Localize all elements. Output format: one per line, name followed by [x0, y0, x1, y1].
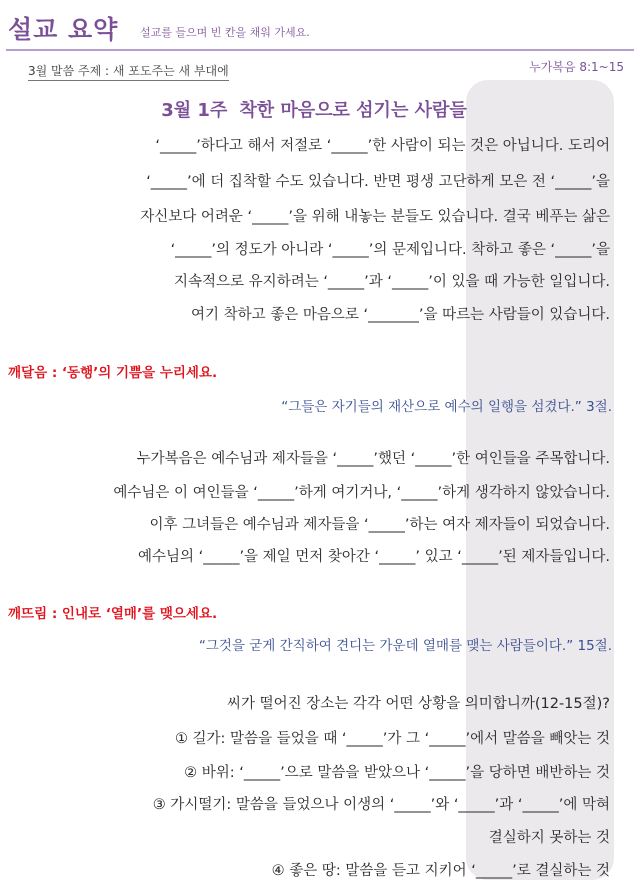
intro-line: ‘_____’하다고 해서 저절로 ‘_____’한 사람이 되는 것은 아닙니다. 도리어 — [155, 138, 610, 154]
side-panel-background — [466, 80, 614, 880]
monthly-theme: 3월 말씀 주제 : 새 포도주는 새 부대에 — [28, 62, 229, 81]
verse-quote: “그들은 자기들의 재산으로 예수의 일행을 섬겼다.” 3절. — [281, 399, 612, 415]
answer-item: ④ 좋은 땅: 말씀을 듣고 지키어 ‘_____’로 결실하는 것 — [271, 863, 610, 879]
sermon-title-text: 착한 마음으로 섬기는 사람들 — [239, 100, 467, 121]
section-heading-realization: 깨달음 : ‘동행’의 기쁨을 누리세요. — [8, 365, 218, 381]
instruction-text: 설교를 들으며 빈 칸을 채워 가세요. — [140, 26, 310, 39]
scripture-reference: 누가복음 8:1~15 — [529, 60, 624, 74]
section-heading-breaking: 깨뜨림 : 인내로 ‘열매’를 맺으세요. — [8, 606, 218, 622]
intro-line: ‘_____’에 더 집착할 수도 있습니다. 반면 평생 고단하게 모은 전 ‘_____’을 — [146, 174, 610, 190]
sermon-title — [0, 96, 640, 122]
page-title: 설교 요약 — [8, 15, 119, 44]
answer-item: ② 바위: ‘_____’으로 말씀을 받았으나 ‘_____’을 당하면 배반하는 것 — [184, 765, 610, 781]
intro-line: 지속적으로 유지하려는 ‘_____’과 ‘_____’이 있을 때 가능한 일입니다. — [174, 274, 610, 290]
header-divider — [6, 49, 634, 51]
question-text: 씨가 떨어진 장소는 각각 어떤 상황을 의미합니까(12-15절)? — [227, 696, 610, 712]
week-label: 3월 1주 — [161, 100, 228, 121]
body-line: 예수님은 이 여인들을 ‘_____’하게 여기거나, ‘_____’하게 생각하지 않았습니다. — [113, 485, 610, 501]
intro-line: 자신보다 어려운 ‘_____’을 위해 내놓는 분들도 있습니다. 결국 베푸는 삶은 — [140, 209, 610, 225]
intro-line: 여기 착하고 좋은 마음으로 ‘_______’을 따르는 사람들이 있습니다. — [190, 307, 610, 323]
body-line: 이후 그녀들은 예수님과 제자들을 ‘_____’하는 여자 제자들이 되었습니다. — [149, 517, 610, 533]
answer-item: ③ 가시떨기: 말씀을 들었으나 이생의 ‘_____’와 ‘_____’과 ‘_____’에 막혀 — [152, 797, 610, 813]
answer-item: ① 길가: 말씀을 들었을 때 ‘_____’가 그 ‘_____’에서 말씀을 빼앗는 것 — [174, 731, 610, 747]
body-line: 예수님의 ‘_____’을 제일 먼저 찾아간 ‘_____’ 있고 ‘_____’된 제자들입니다. — [137, 549, 610, 565]
body-line: 누가복음은 예수님과 제자들을 ‘_____’했던 ‘_____’한 여인들을 주목합니다. — [136, 451, 610, 467]
intro-line: ‘_____’의 정도가 아니라 ‘_____’의 문제입니다. 착하고 좋은 ‘_____’을 — [170, 242, 610, 258]
answer-item: 결실하지 못하는 것 — [488, 830, 610, 846]
verse-quote: “그것을 굳게 간직하여 견디는 가운데 열매를 맺는 사람들이다.” 15절. — [198, 638, 612, 654]
